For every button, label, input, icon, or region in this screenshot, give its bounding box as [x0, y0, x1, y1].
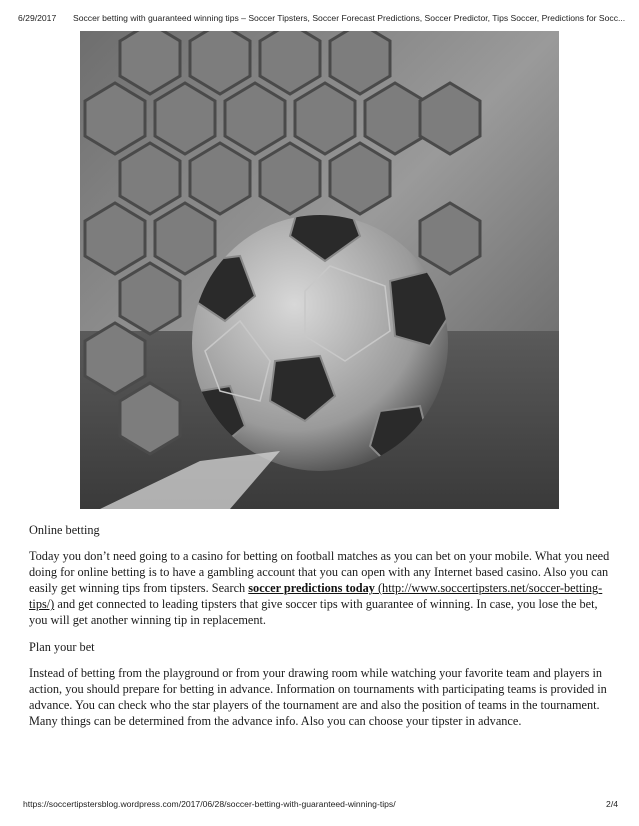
- print-footer: [23, 799, 618, 809]
- footer-url: https://soccertipstersblog.wordpress.com/2017/06/28/soccer-betting-with-guaranteed-winning-tips/: [23, 799, 396, 809]
- print-date: 6/29/2017: [18, 13, 57, 23]
- paragraph-text: and get connected to leading tipsters that give soccer tips with guarantee of winning. In case, you lose the bet, you will get another winning tip in replacement.: [29, 597, 598, 628]
- article-body: [29, 522, 613, 739]
- page-number: 2/4: [606, 799, 618, 809]
- soccer-ball-hexagon-wall-image: [80, 31, 559, 509]
- print-page-title: Soccer betting with guaranteed winning tips – Soccer Tipsters, Soccer Forecast Predictions, Soccer Predictor, Tips Soccer, Predictions for Socc...: [73, 13, 626, 23]
- soccer-predictions-url-link[interactable]: (http://www.soccertipsters.net/soccer-betting-tips/): [29, 581, 603, 612]
- paragraph-online-betting: [29, 548, 613, 628]
- section-heading-plan-your-bet: Plan your bet: [29, 639, 95, 654]
- section-heading-online-betting: Online betting: [29, 523, 100, 537]
- paragraph-text: Today you don’t need going to a casino for betting on football matches as you can bet on your mobile. What you need doing for online betting is to have a gambling account that you can open with any Internet based casino. Also you can easily get winning tips from tipsters. Search: [29, 549, 610, 596]
- hero-image: [80, 31, 559, 509]
- soccer-predictions-link[interactable]: soccer predictions today: [248, 581, 375, 596]
- paragraph-plan-your-bet: Instead of betting from the playground or from your drawing room while watching your favorite team and players in action, you should prepare for betting in advance. Information on tournaments with participating teams is provided in advance. You can check who the star players of the tournament are and also the position of teams in the tournament. Many things can be determined from the advance info. Also you can choose your tipster in advance.: [29, 665, 607, 728]
- print-header: [18, 13, 628, 23]
